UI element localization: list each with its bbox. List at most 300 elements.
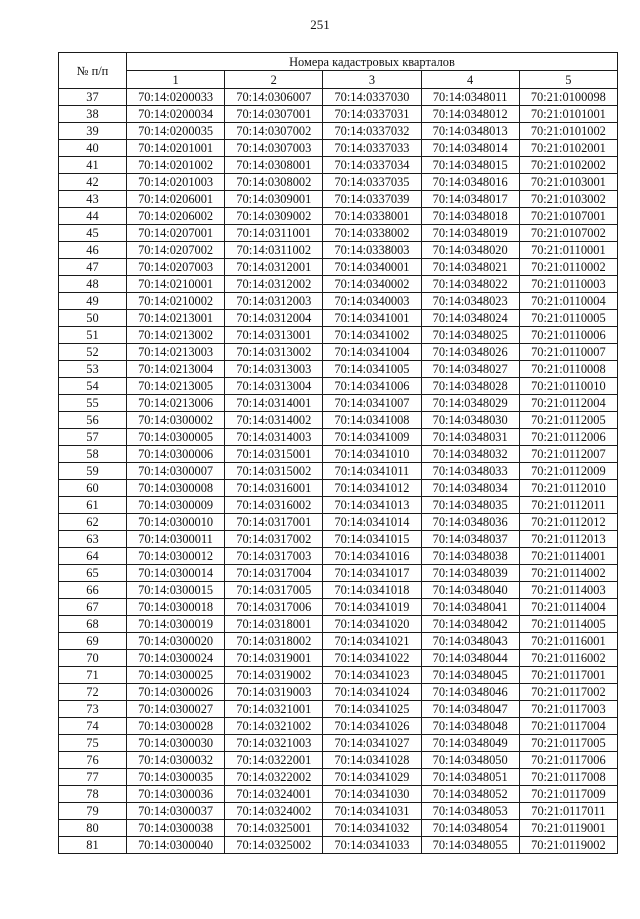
cadastral-number-cell: 70:14:0300028 <box>127 718 225 735</box>
cadastral-number-cell: 70:14:0348034 <box>421 480 519 497</box>
row-number-cell: 50 <box>59 310 127 327</box>
row-number-cell: 40 <box>59 140 127 157</box>
cadastral-number-cell: 70:14:0348041 <box>421 599 519 616</box>
cadastral-number-cell: 70:14:0341015 <box>323 531 421 548</box>
table-row <box>59 157 618 174</box>
row-number-cell: 39 <box>59 123 127 140</box>
col-number-header: 1 <box>127 71 225 89</box>
row-number-cell: 66 <box>59 582 127 599</box>
cadastral-number-cell: 70:14:0300027 <box>127 701 225 718</box>
cadastral-number-cell: 70:21:0112007 <box>519 446 617 463</box>
table-row <box>59 701 618 718</box>
cadastral-number-cell: 70:14:0311002 <box>225 242 323 259</box>
row-number-cell: 45 <box>59 225 127 242</box>
table-row <box>59 242 618 259</box>
row-number-cell: 63 <box>59 531 127 548</box>
table-row <box>59 565 618 582</box>
cadastral-number-cell: 70:14:0341007 <box>323 395 421 412</box>
cadastral-number-cell: 70:21:0117001 <box>519 667 617 684</box>
cadastral-number-cell: 70:21:0117004 <box>519 718 617 735</box>
cadastral-number-cell: 70:14:0319002 <box>225 667 323 684</box>
cadastral-number-cell: 70:14:0341028 <box>323 752 421 769</box>
table-row <box>59 650 618 667</box>
cadastral-number-cell: 70:14:0300032 <box>127 752 225 769</box>
cadastral-number-cell: 70:14:0325001 <box>225 820 323 837</box>
table-row <box>59 820 618 837</box>
cadastral-number-cell: 70:14:0337035 <box>323 174 421 191</box>
header-row-1 <box>59 53 618 71</box>
cadastral-number-cell: 70:14:0207002 <box>127 242 225 259</box>
table-row <box>59 735 618 752</box>
table-row <box>59 310 618 327</box>
cadastral-number-cell: 70:21:0114001 <box>519 548 617 565</box>
table-row <box>59 497 618 514</box>
cadastral-number-cell: 70:21:0110001 <box>519 242 617 259</box>
table-row <box>59 361 618 378</box>
cadastral-number-cell: 70:14:0337031 <box>323 106 421 123</box>
cadastral-number-cell: 70:21:0110010 <box>519 378 617 395</box>
cadastral-number-cell: 70:14:0200033 <box>127 89 225 106</box>
row-number-cell: 65 <box>59 565 127 582</box>
cadastral-number-cell: 70:14:0206002 <box>127 208 225 225</box>
cadastral-number-cell: 70:14:0348036 <box>421 514 519 531</box>
cadastral-number-cell: 70:14:0319001 <box>225 650 323 667</box>
cadastral-number-cell: 70:14:0300019 <box>127 616 225 633</box>
cadastral-number-cell: 70:21:0107002 <box>519 225 617 242</box>
cadastral-number-cell: 70:14:0317006 <box>225 599 323 616</box>
row-number-cell: 79 <box>59 803 127 820</box>
table-row <box>59 378 618 395</box>
cadastral-number-cell: 70:14:0348021 <box>421 259 519 276</box>
cadastral-number-cell: 70:14:0300008 <box>127 480 225 497</box>
row-number-cell: 43 <box>59 191 127 208</box>
table-row <box>59 803 618 820</box>
cadastral-number-cell: 70:14:0300037 <box>127 803 225 820</box>
page-number: 251 <box>310 17 330 32</box>
row-number-cell: 44 <box>59 208 127 225</box>
table-row <box>59 616 618 633</box>
cadastral-number-cell: 70:14:0321002 <box>225 718 323 735</box>
cadastral-number-cell: 70:14:0348042 <box>421 616 519 633</box>
cadastral-number-cell: 70:21:0112012 <box>519 514 617 531</box>
table-row <box>59 480 618 497</box>
table-body <box>59 89 618 854</box>
cadastral-number-cell: 70:14:0348044 <box>421 650 519 667</box>
row-number-cell: 48 <box>59 276 127 293</box>
cadastral-number-cell: 70:14:0300026 <box>127 684 225 701</box>
col-number-header: 3 <box>323 71 421 89</box>
cadastral-number-cell: 70:14:0311001 <box>225 225 323 242</box>
cadastral-number-cell: 70:14:0315002 <box>225 463 323 480</box>
cadastral-number-cell: 70:14:0314001 <box>225 395 323 412</box>
table-row <box>59 140 618 157</box>
cadastral-number-cell: 70:21:0110003 <box>519 276 617 293</box>
cadastral-number-cell: 70:14:0341009 <box>323 429 421 446</box>
cadastral-number-cell: 70:14:0200035 <box>127 123 225 140</box>
cadastral-number-cell: 70:21:0107001 <box>519 208 617 225</box>
cadastral-number-cell: 70:14:0318002 <box>225 633 323 650</box>
col-number-header: 2 <box>225 71 323 89</box>
cadastral-number-cell: 70:14:0341010 <box>323 446 421 463</box>
row-number-cell: 55 <box>59 395 127 412</box>
table-row <box>59 174 618 191</box>
cadastral-number-cell: 70:14:0201001 <box>127 140 225 157</box>
cadastral-number-cell: 70:14:0348037 <box>421 531 519 548</box>
cadastral-number-cell: 70:14:0341032 <box>323 820 421 837</box>
cadastral-number-cell: 70:14:0341022 <box>323 650 421 667</box>
cadastral-number-cell: 70:14:0300015 <box>127 582 225 599</box>
cadastral-number-cell: 70:14:0348012 <box>421 106 519 123</box>
cadastral-number-cell: 70:14:0213001 <box>127 310 225 327</box>
cadastral-number-cell: 70:14:0312004 <box>225 310 323 327</box>
cadastral-number-cell: 70:14:0300005 <box>127 429 225 446</box>
cadastral-number-cell: 70:14:0307002 <box>225 123 323 140</box>
cadastral-number-cell: 70:14:0201003 <box>127 174 225 191</box>
cadastral-number-cell: 70:14:0348039 <box>421 565 519 582</box>
cadastral-number-cell: 70:14:0322001 <box>225 752 323 769</box>
cadastral-number-cell: 70:14:0314003 <box>225 429 323 446</box>
cadastral-number-cell: 70:21:0110004 <box>519 293 617 310</box>
cadastral-number-cell: 70:14:0348055 <box>421 837 519 854</box>
cadastral-number-cell: 70:14:0300025 <box>127 667 225 684</box>
cadastral-number-cell: 70:21:0119002 <box>519 837 617 854</box>
row-number-cell: 51 <box>59 327 127 344</box>
cadastral-number-cell: 70:14:0341021 <box>323 633 421 650</box>
cadastral-number-cell: 70:14:0348027 <box>421 361 519 378</box>
table-row <box>59 89 618 106</box>
cadastral-number-cell: 70:14:0338002 <box>323 225 421 242</box>
row-number-cell: 61 <box>59 497 127 514</box>
cadastral-number-cell: 70:14:0348019 <box>421 225 519 242</box>
cadastral-number-cell: 70:14:0341026 <box>323 718 421 735</box>
row-number-cell: 77 <box>59 769 127 786</box>
cadastral-number-cell: 70:14:0200034 <box>127 106 225 123</box>
row-number-cell: 59 <box>59 463 127 480</box>
cadastral-number-cell: 70:14:0309001 <box>225 191 323 208</box>
cadastral-number-cell: 70:14:0300024 <box>127 650 225 667</box>
cadastral-number-cell: 70:14:0348050 <box>421 752 519 769</box>
cadastral-number-cell: 70:14:0313001 <box>225 327 323 344</box>
cadastral-number-cell: 70:14:0341018 <box>323 582 421 599</box>
cadastral-number-cell: 70:14:0348054 <box>421 820 519 837</box>
cadastral-number-cell: 70:14:0348028 <box>421 378 519 395</box>
cadastral-number-cell: 70:14:0348033 <box>421 463 519 480</box>
cadastral-number-cell: 70:14:0348025 <box>421 327 519 344</box>
cadastral-number-cell: 70:14:0341016 <box>323 548 421 565</box>
cadastral-number-cell: 70:14:0317002 <box>225 531 323 548</box>
cadastral-number-cell: 70:14:0348020 <box>421 242 519 259</box>
cadastral-number-cell: 70:14:0308001 <box>225 157 323 174</box>
cadastral-number-cell: 70:14:0324001 <box>225 786 323 803</box>
cadastral-number-cell: 70:21:0114002 <box>519 565 617 582</box>
cadastral-number-cell: 70:14:0307001 <box>225 106 323 123</box>
row-number-cell: 72 <box>59 684 127 701</box>
cadastral-number-cell: 70:14:0341004 <box>323 344 421 361</box>
cadastral-number-cell: 70:14:0337033 <box>323 140 421 157</box>
cadastral-number-cell: 70:14:0348024 <box>421 310 519 327</box>
cadastral-number-cell: 70:21:0117003 <box>519 701 617 718</box>
cadastral-number-cell: 70:14:0300040 <box>127 837 225 854</box>
cadastral-number-cell: 70:14:0300006 <box>127 446 225 463</box>
cadastral-number-cell: 70:21:0110006 <box>519 327 617 344</box>
cadastral-number-cell: 70:14:0300007 <box>127 463 225 480</box>
cadastral-number-cell: 70:14:0348043 <box>421 633 519 650</box>
cadastral-number-cell: 70:14:0348016 <box>421 174 519 191</box>
table-row <box>59 786 618 803</box>
row-number-cell: 42 <box>59 174 127 191</box>
table-row <box>59 667 618 684</box>
cadastral-number-cell: 70:14:0338001 <box>323 208 421 225</box>
cadastral-number-cell: 70:21:0114005 <box>519 616 617 633</box>
row-number-cell: 75 <box>59 735 127 752</box>
cadastral-number-cell: 70:14:0348048 <box>421 718 519 735</box>
table-row <box>59 191 618 208</box>
cadastral-number-cell: 70:14:0213005 <box>127 378 225 395</box>
cadastral-number-cell: 70:14:0337030 <box>323 89 421 106</box>
cadastral-number-cell: 70:14:0300038 <box>127 820 225 837</box>
cadastral-number-cell: 70:21:0117002 <box>519 684 617 701</box>
cadastral-number-cell: 70:14:0348014 <box>421 140 519 157</box>
table-row <box>59 293 618 310</box>
cadastral-number-cell: 70:14:0315001 <box>225 446 323 463</box>
cadastral-number-cell: 70:14:0348031 <box>421 429 519 446</box>
cadastral-number-cell: 70:21:0116002 <box>519 650 617 667</box>
table-row <box>59 412 618 429</box>
row-number-cell: 49 <box>59 293 127 310</box>
cadastral-number-cell: 70:21:0117005 <box>519 735 617 752</box>
cadastral-number-cell: 70:14:0341023 <box>323 667 421 684</box>
table-row <box>59 752 618 769</box>
cadastral-number-cell: 70:14:0348049 <box>421 735 519 752</box>
cadastral-number-cell: 70:21:0114003 <box>519 582 617 599</box>
table-row <box>59 633 618 650</box>
table-row <box>59 259 618 276</box>
row-number-cell: 68 <box>59 616 127 633</box>
cadastral-number-cell: 70:14:0300014 <box>127 565 225 582</box>
row-number-cell: 46 <box>59 242 127 259</box>
cadastral-number-cell: 70:14:0317004 <box>225 565 323 582</box>
table-row <box>59 837 618 854</box>
row-number-cell: 52 <box>59 344 127 361</box>
col-number-header: 5 <box>519 71 617 89</box>
table-row <box>59 344 618 361</box>
cadastral-number-cell: 70:14:0300011 <box>127 531 225 548</box>
cadastral-number-cell: 70:21:0112013 <box>519 531 617 548</box>
table-row <box>59 395 618 412</box>
cadastral-number-cell: 70:21:0112010 <box>519 480 617 497</box>
cadastral-number-cell: 70:14:0341005 <box>323 361 421 378</box>
cadastral-number-cell: 70:21:0101001 <box>519 106 617 123</box>
cadastral-number-cell: 70:21:0112004 <box>519 395 617 412</box>
cadastral-number-cell: 70:21:0102002 <box>519 157 617 174</box>
cadastral-number-cell: 70:14:0341025 <box>323 701 421 718</box>
cadastral-number-cell: 70:21:0110005 <box>519 310 617 327</box>
cadastral-number-cell: 70:14:0341013 <box>323 497 421 514</box>
cadastral-number-cell: 70:14:0312003 <box>225 293 323 310</box>
cadastral-number-cell: 70:21:0117009 <box>519 786 617 803</box>
table-row <box>59 684 618 701</box>
cadastral-number-cell: 70:14:0300030 <box>127 735 225 752</box>
table-row <box>59 718 618 735</box>
cadastral-number-cell: 70:21:0112006 <box>519 429 617 446</box>
cadastral-number-cell: 70:14:0213006 <box>127 395 225 412</box>
cadastral-number-cell: 70:14:0348038 <box>421 548 519 565</box>
col-number-header: 4 <box>421 71 519 89</box>
cadastral-number-cell: 70:14:0300036 <box>127 786 225 803</box>
row-number-cell: 67 <box>59 599 127 616</box>
cadastral-number-cell: 70:14:0340003 <box>323 293 421 310</box>
cadastral-number-cell: 70:21:0103002 <box>519 191 617 208</box>
cadastral-number-cell: 70:14:0341017 <box>323 565 421 582</box>
cadastral-number-cell: 70:21:0102001 <box>519 140 617 157</box>
row-number-cell: 41 <box>59 157 127 174</box>
cadastral-number-cell: 70:14:0300009 <box>127 497 225 514</box>
row-number-cell: 76 <box>59 752 127 769</box>
cadastral-number-cell: 70:14:0341029 <box>323 769 421 786</box>
cadastral-number-cell: 70:21:0114004 <box>519 599 617 616</box>
table-row <box>59 463 618 480</box>
cadastral-number-cell: 70:14:0313002 <box>225 344 323 361</box>
cadastral-quarters-table <box>58 52 618 854</box>
cadastral-number-cell: 70:14:0348053 <box>421 803 519 820</box>
table-row <box>59 531 618 548</box>
cadastral-number-cell: 70:14:0319003 <box>225 684 323 701</box>
cadastral-number-cell: 70:21:0112005 <box>519 412 617 429</box>
cadastral-number-cell: 70:14:0307003 <box>225 140 323 157</box>
cadastral-number-cell: 70:14:0348018 <box>421 208 519 225</box>
cadastral-number-cell: 70:14:0341033 <box>323 837 421 854</box>
cadastral-number-cell: 70:21:0117011 <box>519 803 617 820</box>
cadastral-number-cell: 70:21:0110002 <box>519 259 617 276</box>
row-number-cell: 53 <box>59 361 127 378</box>
table-row <box>59 225 618 242</box>
row-number-cell: 73 <box>59 701 127 718</box>
cadastral-number-cell: 70:21:0117008 <box>519 769 617 786</box>
table-row <box>59 446 618 463</box>
cadastral-number-cell: 70:14:0300035 <box>127 769 225 786</box>
row-number-cell: 64 <box>59 548 127 565</box>
cadastral-number-cell: 70:21:0117006 <box>519 752 617 769</box>
cadastral-number-cell: 70:14:0210002 <box>127 293 225 310</box>
cadastral-number-cell: 70:14:0321003 <box>225 735 323 752</box>
cadastral-number-cell: 70:14:0348023 <box>421 293 519 310</box>
cadastral-number-cell: 70:14:0308002 <box>225 174 323 191</box>
cadastral-number-cell: 70:14:0348045 <box>421 667 519 684</box>
row-number-cell: 74 <box>59 718 127 735</box>
table-row <box>59 548 618 565</box>
cadastral-number-cell: 70:21:0119001 <box>519 820 617 837</box>
row-number-cell: 56 <box>59 412 127 429</box>
cadastral-number-cell: 70:14:0206001 <box>127 191 225 208</box>
cadastral-number-cell: 70:14:0348013 <box>421 123 519 140</box>
cadastral-number-cell: 70:14:0314002 <box>225 412 323 429</box>
cadastral-number-cell: 70:14:0337039 <box>323 191 421 208</box>
cadastral-number-cell: 70:14:0213004 <box>127 361 225 378</box>
cadastral-number-cell: 70:21:0112009 <box>519 463 617 480</box>
cadastral-number-cell: 70:14:0348015 <box>421 157 519 174</box>
row-number-cell: 47 <box>59 259 127 276</box>
cadastral-number-cell: 70:14:0313003 <box>225 361 323 378</box>
cadastral-number-cell: 70:14:0341001 <box>323 310 421 327</box>
table-row <box>59 514 618 531</box>
cadastral-number-cell: 70:21:0100098 <box>519 89 617 106</box>
cadastral-number-cell: 70:14:0213002 <box>127 327 225 344</box>
cadastral-number-cell: 70:21:0103001 <box>519 174 617 191</box>
cadastral-number-cell: 70:14:0341002 <box>323 327 421 344</box>
row-number-cell: 37 <box>59 89 127 106</box>
row-number-cell: 58 <box>59 446 127 463</box>
cadastral-number-cell: 70:14:0348046 <box>421 684 519 701</box>
cadastral-number-cell: 70:14:0348011 <box>421 89 519 106</box>
table-row <box>59 429 618 446</box>
table-row <box>59 769 618 786</box>
cadastral-number-cell: 70:14:0348017 <box>421 191 519 208</box>
table-row <box>59 599 618 616</box>
cadastral-number-cell: 70:14:0210001 <box>127 276 225 293</box>
table-row <box>59 276 618 293</box>
cadastral-number-cell: 70:14:0300018 <box>127 599 225 616</box>
cadastral-number-cell: 70:14:0348040 <box>421 582 519 599</box>
cadastral-number-cell: 70:14:0207003 <box>127 259 225 276</box>
cadastral-number-cell: 70:14:0213003 <box>127 344 225 361</box>
cadastral-number-cell: 70:14:0316001 <box>225 480 323 497</box>
cadastral-number-cell: 70:14:0300010 <box>127 514 225 531</box>
cadastral-number-cell: 70:14:0338003 <box>323 242 421 259</box>
cadastral-number-cell: 70:14:0324002 <box>225 803 323 820</box>
num-header: № п/п <box>59 53 127 89</box>
row-number-cell: 80 <box>59 820 127 837</box>
cadastral-number-cell: 70:21:0110007 <box>519 344 617 361</box>
row-number-cell: 54 <box>59 378 127 395</box>
table-row <box>59 106 618 123</box>
cadastral-number-cell: 70:14:0341020 <box>323 616 421 633</box>
cadastral-number-cell: 70:14:0300002 <box>127 412 225 429</box>
cadastral-number-cell: 70:14:0348052 <box>421 786 519 803</box>
row-number-cell: 57 <box>59 429 127 446</box>
cadastral-number-cell: 70:14:0300020 <box>127 633 225 650</box>
cadastral-number-cell: 70:14:0341031 <box>323 803 421 820</box>
cadastral-number-cell: 70:14:0340001 <box>323 259 421 276</box>
row-number-cell: 78 <box>59 786 127 803</box>
row-number-cell: 81 <box>59 837 127 854</box>
table-row <box>59 582 618 599</box>
row-number-cell: 70 <box>59 650 127 667</box>
cadastral-number-cell: 70:14:0341019 <box>323 599 421 616</box>
cadastral-number-cell: 70:14:0348029 <box>421 395 519 412</box>
group-header: Номера кадастровых кварталов <box>127 53 618 71</box>
cadastral-number-cell: 70:14:0337034 <box>323 157 421 174</box>
cadastral-number-cell: 70:14:0325002 <box>225 837 323 854</box>
cadastral-number-cell: 70:21:0116001 <box>519 633 617 650</box>
cadastral-number-cell: 70:21:0101002 <box>519 123 617 140</box>
cadastral-number-cell: 70:14:0207001 <box>127 225 225 242</box>
cadastral-number-cell: 70:14:0348022 <box>421 276 519 293</box>
cadastral-number-cell: 70:14:0341011 <box>323 463 421 480</box>
cadastral-number-cell: 70:14:0341006 <box>323 378 421 395</box>
cadastral-number-cell: 70:14:0312001 <box>225 259 323 276</box>
row-number-cell: 71 <box>59 667 127 684</box>
cadastral-number-cell: 70:14:0341008 <box>323 412 421 429</box>
cadastral-number-cell: 70:14:0341012 <box>323 480 421 497</box>
cadastral-number-cell: 70:14:0201002 <box>127 157 225 174</box>
cadastral-number-cell: 70:14:0318001 <box>225 616 323 633</box>
row-number-cell: 69 <box>59 633 127 650</box>
cadastral-number-cell: 70:14:0348051 <box>421 769 519 786</box>
cadastral-number-cell: 70:14:0348032 <box>421 446 519 463</box>
cadastral-number-cell: 70:14:0316002 <box>225 497 323 514</box>
cadastral-number-cell: 70:14:0348026 <box>421 344 519 361</box>
cadastral-number-cell: 70:14:0317005 <box>225 582 323 599</box>
